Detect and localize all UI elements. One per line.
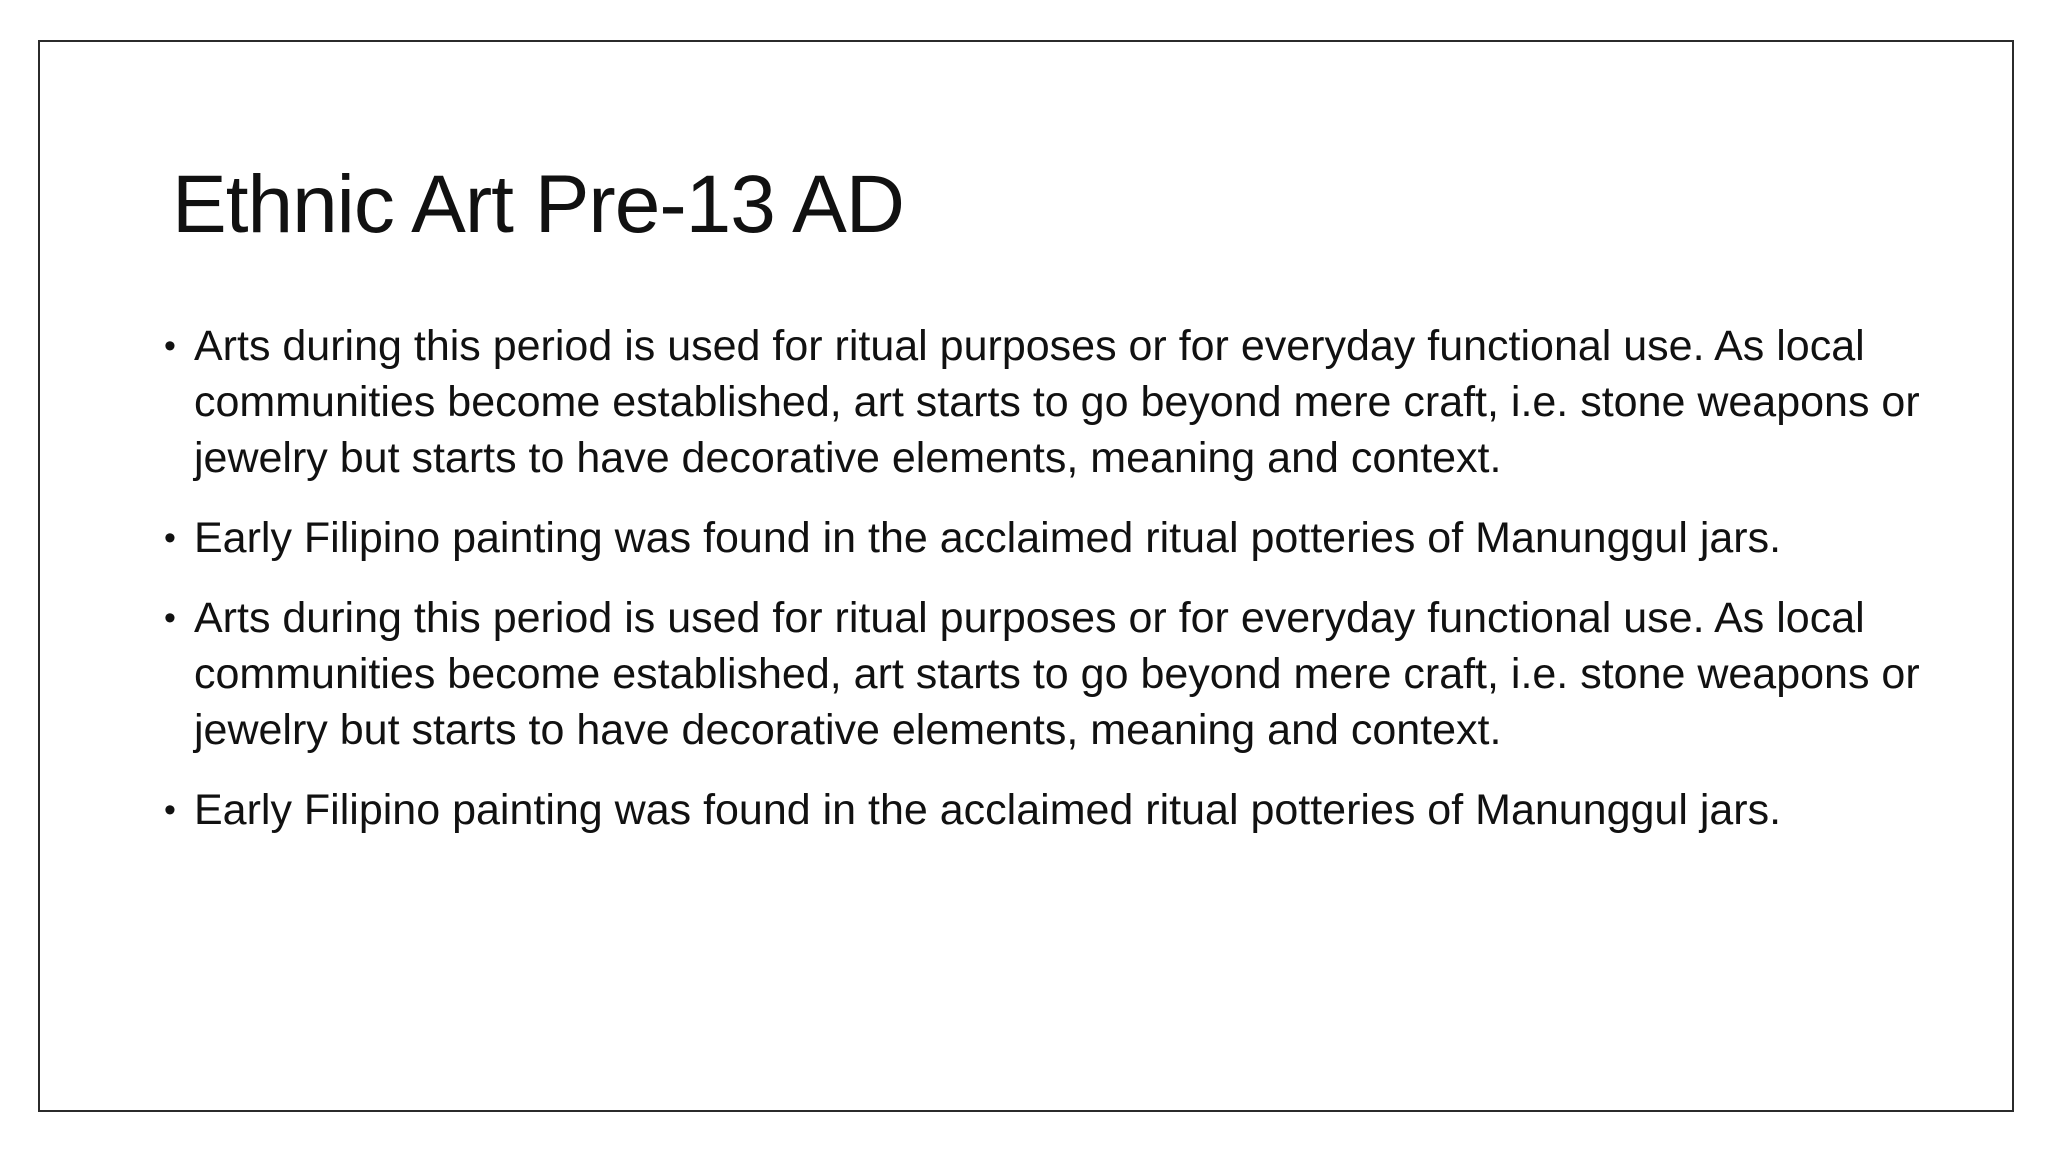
bullet-marker: • [164, 519, 176, 557]
bullet-item [164, 590, 2004, 758]
bullet-text: Early Filipino painting was found in the acclaimed ritual potteries of Manunggul jars. [194, 514, 1782, 562]
bullet-marker: • [164, 791, 176, 829]
bullet-text: Arts during this period is used for ritual purposes or for everyday functional use. As local communities become established, art starts to go beyond mere craft, i.e. stone weapons or jewelry but starts to have decorative elements, meaning and context. [194, 594, 1920, 754]
bullet-marker: • [164, 327, 176, 365]
bullet-item [164, 318, 2004, 486]
slide-title: Ethnic Art Pre-13 AD [172, 159, 905, 250]
bullet-item [164, 510, 2004, 566]
bullet-text: Early Filipino painting was found in the acclaimed ritual potteries of Manunggul jars. [194, 786, 1782, 834]
bullet-text: Arts during this period is used for ritual purposes or for everyday functional use. As local communities become established, art starts to go beyond mere craft, i.e. stone weapons or jewelry but starts to have decorative elements, meaning and context. [194, 322, 1920, 482]
bullet-item [164, 782, 2004, 838]
bullet-list [164, 318, 2004, 862]
bullet-marker: • [164, 599, 176, 637]
slide-frame [38, 40, 2014, 1112]
